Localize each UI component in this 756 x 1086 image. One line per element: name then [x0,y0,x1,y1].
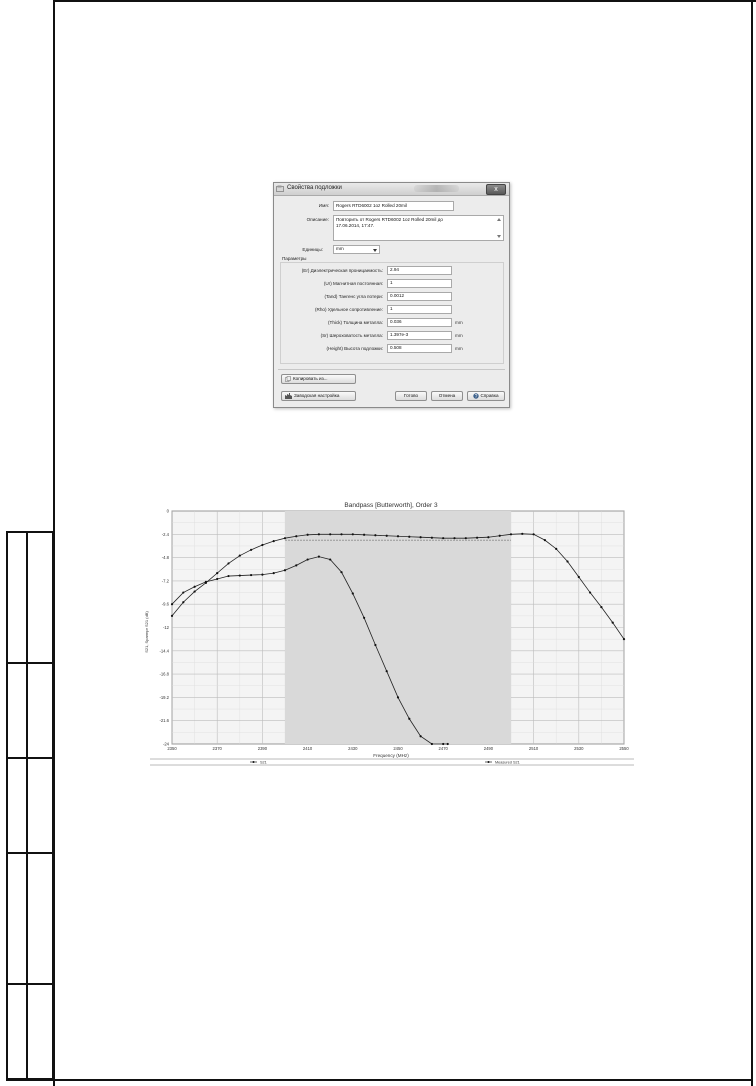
x-tick-label: 2370 [212,746,222,751]
x-tick-label: 2510 [528,746,539,751]
data-point [521,533,523,535]
name-input[interactable]: Rogers RTD6002 1oz Rolled 20mil [333,201,454,211]
data-point [182,591,184,593]
data-point [329,533,331,535]
title-block-cell [6,757,28,854]
param-label-height: (Height) Высота подложки: [326,346,383,351]
data-point [227,575,229,577]
passband-region [285,511,511,744]
param-input-thick[interactable]: 0.036 [387,318,452,327]
data-point [363,617,365,619]
help-button[interactable] [467,391,505,401]
y-tick-label: -7.2 [161,578,169,584]
data-point [397,535,399,537]
param-unit-thick: mm [455,320,463,325]
x-tick-label: 2490 [483,746,494,751]
data-point [307,558,309,560]
chevron-down-icon [373,249,377,252]
y-tick-label: -19.2 [159,694,169,700]
data-point [408,536,410,538]
data-point [374,644,376,646]
legend-marker [488,761,490,763]
param-label-sr: (Sr) Шероховатость металла: [320,333,383,338]
y-tick-label: -9.6 [161,601,169,607]
data-point [499,535,501,537]
data-point [363,534,365,536]
x-tick-label: 2530 [574,746,584,751]
data-point [544,539,546,541]
data-point [340,533,342,535]
x-tick-label: 2410 [302,746,313,751]
param-label-tand: (Tand) Тангенс угла потери: [324,294,383,299]
frame-right-border [751,0,753,1086]
y-tick-label: -2.4 [161,531,169,537]
param-input-sr[interactable]: 1.397e-3 [387,331,452,340]
chart-title: Bandpass [Butterworth], Order 3 [344,502,438,509]
data-point [578,576,580,578]
x-tick-label: 2550 [619,746,629,751]
param-input-height[interactable]: 0.508 [387,344,452,353]
y-tick-label: -14.4 [159,648,169,654]
close-button[interactable]: x [486,184,506,195]
data-point [205,582,207,584]
data-point [295,535,297,537]
chart-x-axis-label: Frequency (MHz) [373,753,409,758]
data-point [442,743,444,745]
factory-settings-button[interactable] [281,391,356,401]
data-point [447,743,449,745]
data-point [612,622,614,624]
separator [278,369,505,370]
chart-svg [144,498,634,766]
data-point [397,696,399,698]
dialog-title: Свойства подложки [287,185,342,191]
scroll-down-icon[interactable] [497,235,501,238]
title-block-cell [26,662,54,759]
copy-icon [285,376,291,382]
data-point [408,718,410,720]
data-point [386,670,388,672]
factory-label: Заводская настройка [294,393,340,398]
y-tick-label: -16.8 [159,671,169,677]
data-point [239,555,241,557]
x-tick-label: 2470 [438,746,448,751]
frame-top-border [53,0,756,2]
y-tick-label: -24 [162,741,169,747]
data-point [171,615,173,617]
param-label-thick: (Thick) Толщина металла: [328,320,383,325]
data-point [194,590,196,592]
param-input-ur[interactable]: 1 [387,279,452,288]
scroll-up-icon[interactable] [497,218,501,221]
units-label: Единицы: [302,247,323,252]
frequency-response-chart [144,498,634,766]
title-block-cell [26,983,54,1080]
title-block-cell [6,662,28,759]
units-select[interactable] [333,245,380,254]
data-point [352,592,354,594]
name-label: Имя: [318,203,329,208]
legend-entry: Measured S21 [495,760,520,765]
param-label-ur: (Ur) Магнитная постоянная: [323,281,383,286]
title-block-left [6,531,54,1080]
data-point [194,586,196,588]
y-tick-label: -12 [162,625,169,630]
data-point [261,573,263,575]
data-point [374,534,376,536]
x-tick-label: 2350 [167,746,177,751]
data-point [589,591,591,593]
copy-from-label: Копировать из... [293,376,328,381]
data-point [171,603,173,605]
data-point [476,537,478,539]
data-point [431,537,433,539]
cancel-button[interactable]: Отмена [431,391,463,401]
data-point [431,743,433,745]
ok-button[interactable]: Готово [395,391,427,401]
copy-from-button[interactable] [281,374,356,384]
data-point [623,638,625,640]
data-point [261,544,263,546]
data-point [340,571,342,573]
y-tick-label: -4.8 [161,555,169,561]
data-point [329,558,331,560]
title-block-cell [26,531,54,664]
data-point [227,562,229,564]
data-point [284,569,286,571]
data-point [533,533,535,535]
data-point [250,574,252,576]
data-point [250,549,252,551]
title-block-cell [6,852,28,985]
param-label-er: (Er) Диэлектрическая проницаемость: [301,268,383,273]
data-point [555,548,557,550]
data-point [182,601,184,603]
data-point [600,606,602,608]
help-label: Справка [480,393,499,398]
param-unit-sr: mm [455,333,463,338]
title-block-cell [6,983,28,1080]
data-point [566,560,568,562]
legend-entry: S21 [260,760,267,765]
data-point [453,537,455,539]
data-point [420,735,422,737]
data-point [307,534,309,536]
legend-marker [253,761,255,763]
params-group-label: Параметры [282,256,307,261]
y-tick-label: 0 [166,508,169,514]
title-block-cell [26,757,54,854]
dialog-titlebar[interactable] [274,183,509,196]
svg-text:?: ? [475,393,478,400]
description-textarea[interactable] [333,215,504,241]
data-point [216,578,218,580]
data-point [295,564,297,566]
data-point [352,533,354,535]
data-point [273,572,275,574]
data-point [465,537,467,539]
data-point [318,556,320,558]
units-select-value: mm [336,246,344,251]
data-point [386,535,388,537]
data-point [284,537,286,539]
description-label: Описание: [306,217,329,222]
title-block-cell [6,531,28,664]
data-point [216,572,218,574]
param-input-er[interactable]: 2.94 [387,266,452,275]
data-point [487,536,489,538]
x-tick-label: 2430 [348,746,358,751]
x-tick-label: 2390 [257,746,268,751]
x-tick-label: 2450 [393,746,403,751]
data-point [318,533,320,535]
data-point [420,536,422,538]
param-label-rho: (Rho) Удельное сопротивление: [315,307,383,312]
param-input-tand[interactable]: 0.0012 [387,292,452,301]
frame-bottom-border [6,1079,753,1081]
data-point [273,540,275,542]
data-point [510,533,512,535]
description-line: 17.06.2014, 17:47. [336,223,375,228]
param-unit-height: mm [455,346,463,351]
data-point [442,537,444,539]
factory-icon [285,393,292,399]
substrate-properties-dialog [273,182,510,408]
chart-y-axis-label: S21, Sparmpr S21 (dB) [144,611,149,653]
data-point [239,574,241,576]
titlebar-blurred-area [414,185,459,192]
description-line: Повторить от Rogers RTD6002 1oz Rolled 20mil до [336,217,443,222]
param-input-rho[interactable]: 1 [387,305,452,314]
title-block-cell [26,852,54,985]
app-icon [276,185,284,192]
help-icon [473,393,479,399]
y-tick-label: -21.6 [159,718,169,724]
